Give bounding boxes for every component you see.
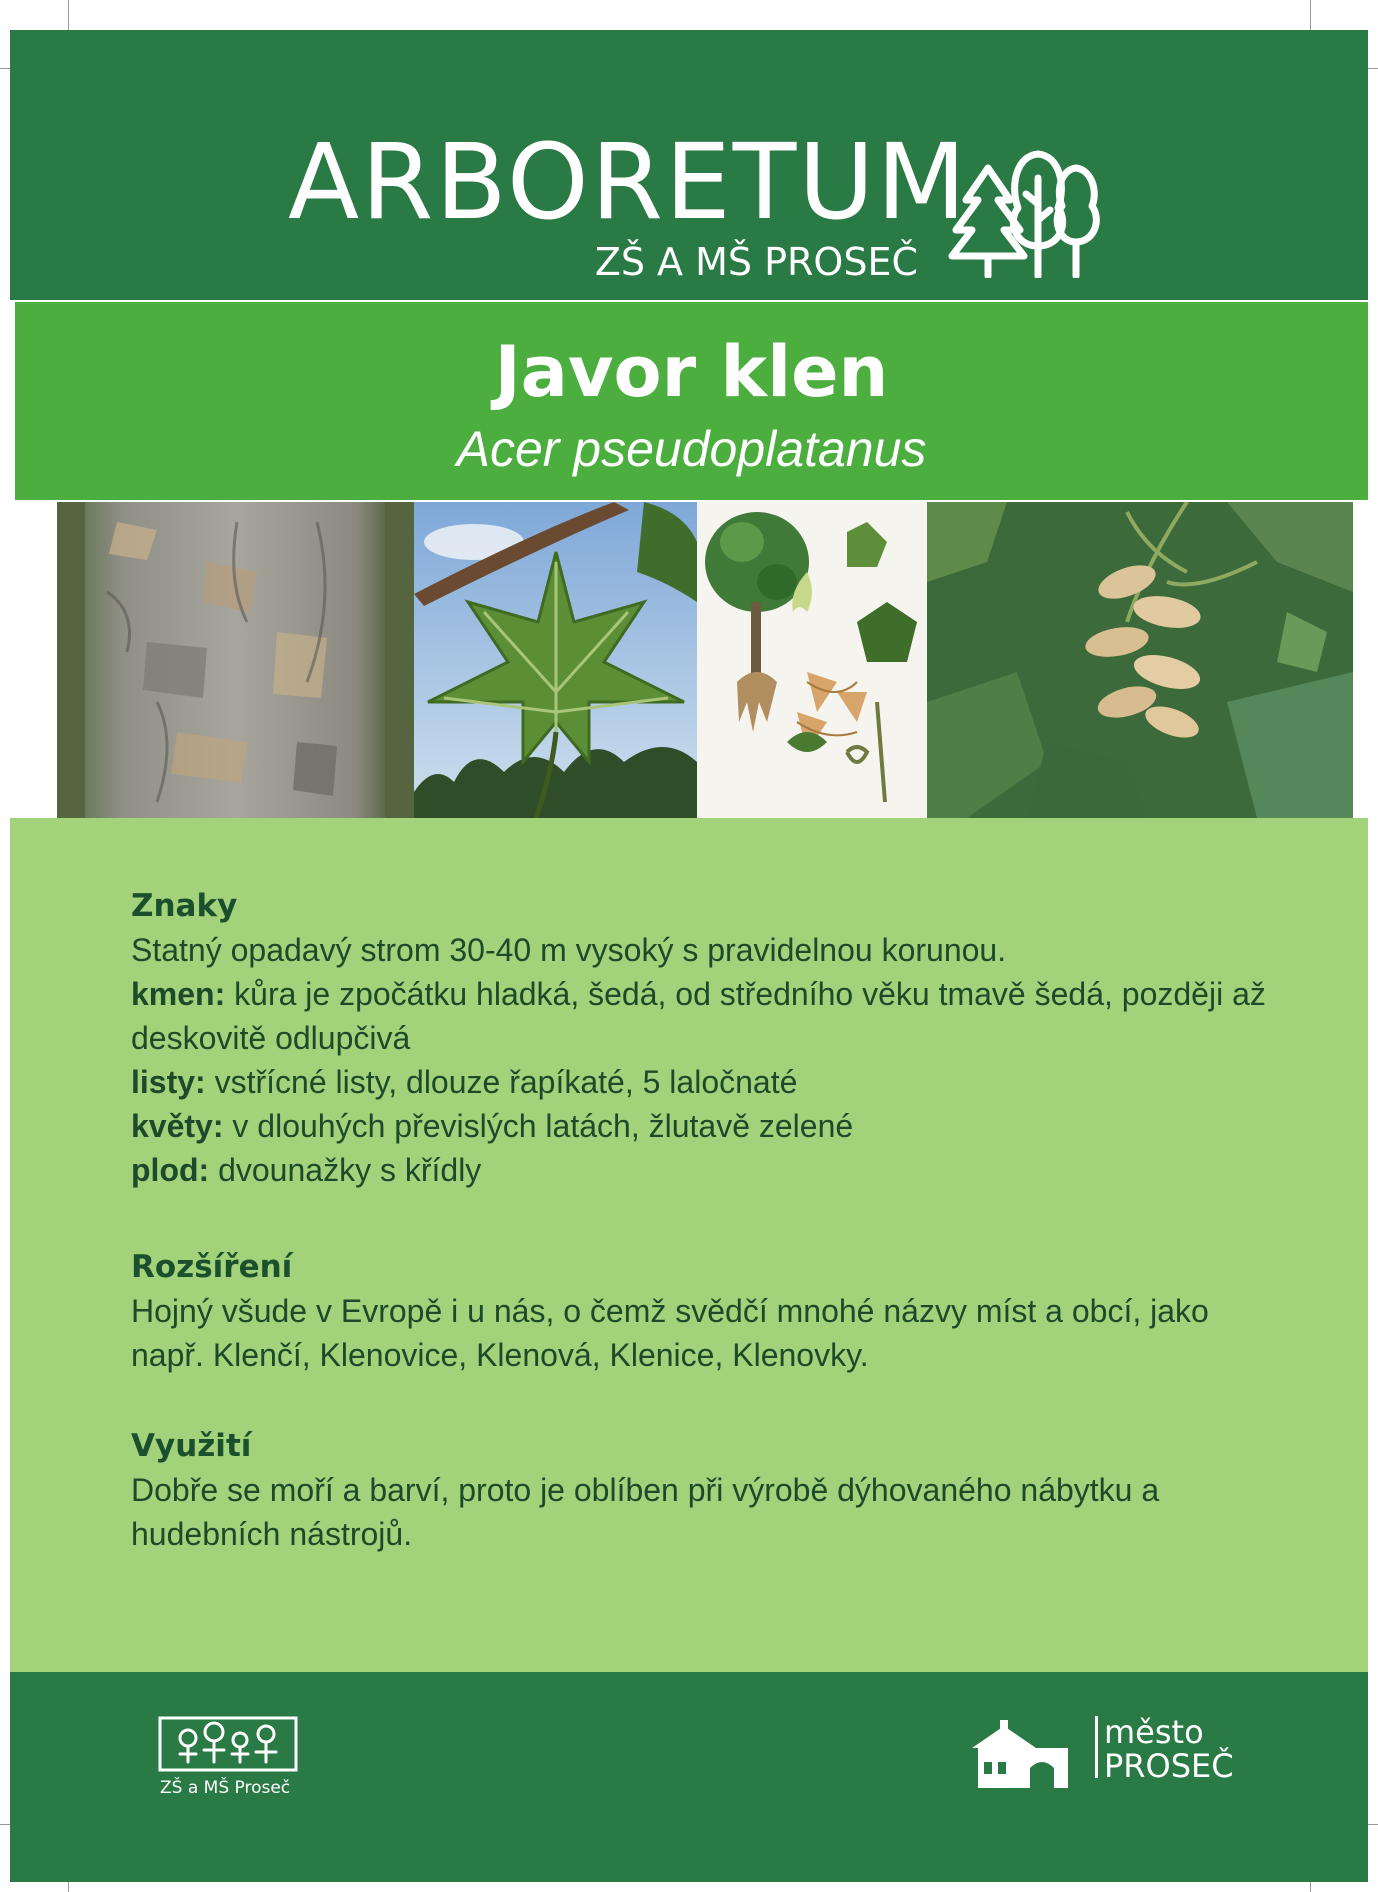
znaky-plod <box>131 1148 1271 1192</box>
kvety-label: květy: <box>131 1108 224 1144</box>
kvety-text: v dlouhých převislých latách, žlutavě zelené <box>223 1108 854 1144</box>
section-rozsireni <box>131 1245 1271 1377</box>
znaky-kmen <box>131 972 1271 1060</box>
leaf-photo <box>414 502 697 818</box>
listy-text: vstřícné listy, dlouze řapíkaté, 5 laločnaté <box>205 1064 798 1100</box>
photo-strip <box>57 502 1353 818</box>
town-name-word1: město <box>1104 1713 1204 1751</box>
znaky-kvety <box>131 1104 1271 1148</box>
section-vyuziti <box>131 1424 1271 1556</box>
town-name-word2: PROSEČ <box>1104 1747 1234 1785</box>
znaky-listy <box>131 1060 1271 1104</box>
seeds-photo <box>927 502 1353 818</box>
section-heading: Znaky <box>131 888 238 924</box>
bark-photo <box>57 502 414 818</box>
town-hall-icon <box>964 1712 1074 1790</box>
brand-title: ARBORETUM <box>288 121 969 243</box>
trees-icon <box>948 138 1108 278</box>
vyuziti-text: Dobře se moří a barví, proto je oblíben při výrobě dýhovaného nábytku a hudebních nástrojů. <box>131 1472 1160 1552</box>
znaky-intro: Statný opadavý strom 30-40 m vysoký s pravidelnou korunou. <box>131 932 1007 968</box>
footer-band <box>10 1672 1368 1882</box>
botanical-illustration <box>697 502 927 818</box>
plod-label: plod: <box>131 1152 210 1188</box>
brand-subtitle: ZŠ A MŠ PROSEČ <box>594 240 918 284</box>
school-caption: ZŠ a MŠ Proseč <box>160 1778 291 1798</box>
tree-name: Javor klen <box>494 331 889 413</box>
title-band <box>15 302 1368 500</box>
latin-name: Acer pseudoplatanus <box>456 421 927 477</box>
rozsireni-text: Hojný všude v Evropě i u nás, o čemž svědčí mnohé názvy míst a obcí, jako např. Klenčí, Klenovice, Klenová, Klenice, Klenovky. <box>131 1293 1209 1373</box>
town-logo-divider <box>1095 1716 1098 1778</box>
header-band <box>10 30 1368 300</box>
info-panel <box>10 818 1368 1672</box>
section-znaky <box>131 884 1271 1192</box>
section-heading: Využití <box>131 1428 252 1464</box>
plod-text: dvounažky s křídly <box>209 1152 482 1188</box>
listy-label: listy: <box>131 1064 206 1100</box>
kmen-label: kmen: <box>131 976 226 1012</box>
section-heading: Rozšíření <box>131 1249 293 1285</box>
kmen-text: kůra je zpočátku hladká, šedá, od středního věku tmavě šedá, později až deskovitě odlupčivá <box>131 976 1266 1056</box>
